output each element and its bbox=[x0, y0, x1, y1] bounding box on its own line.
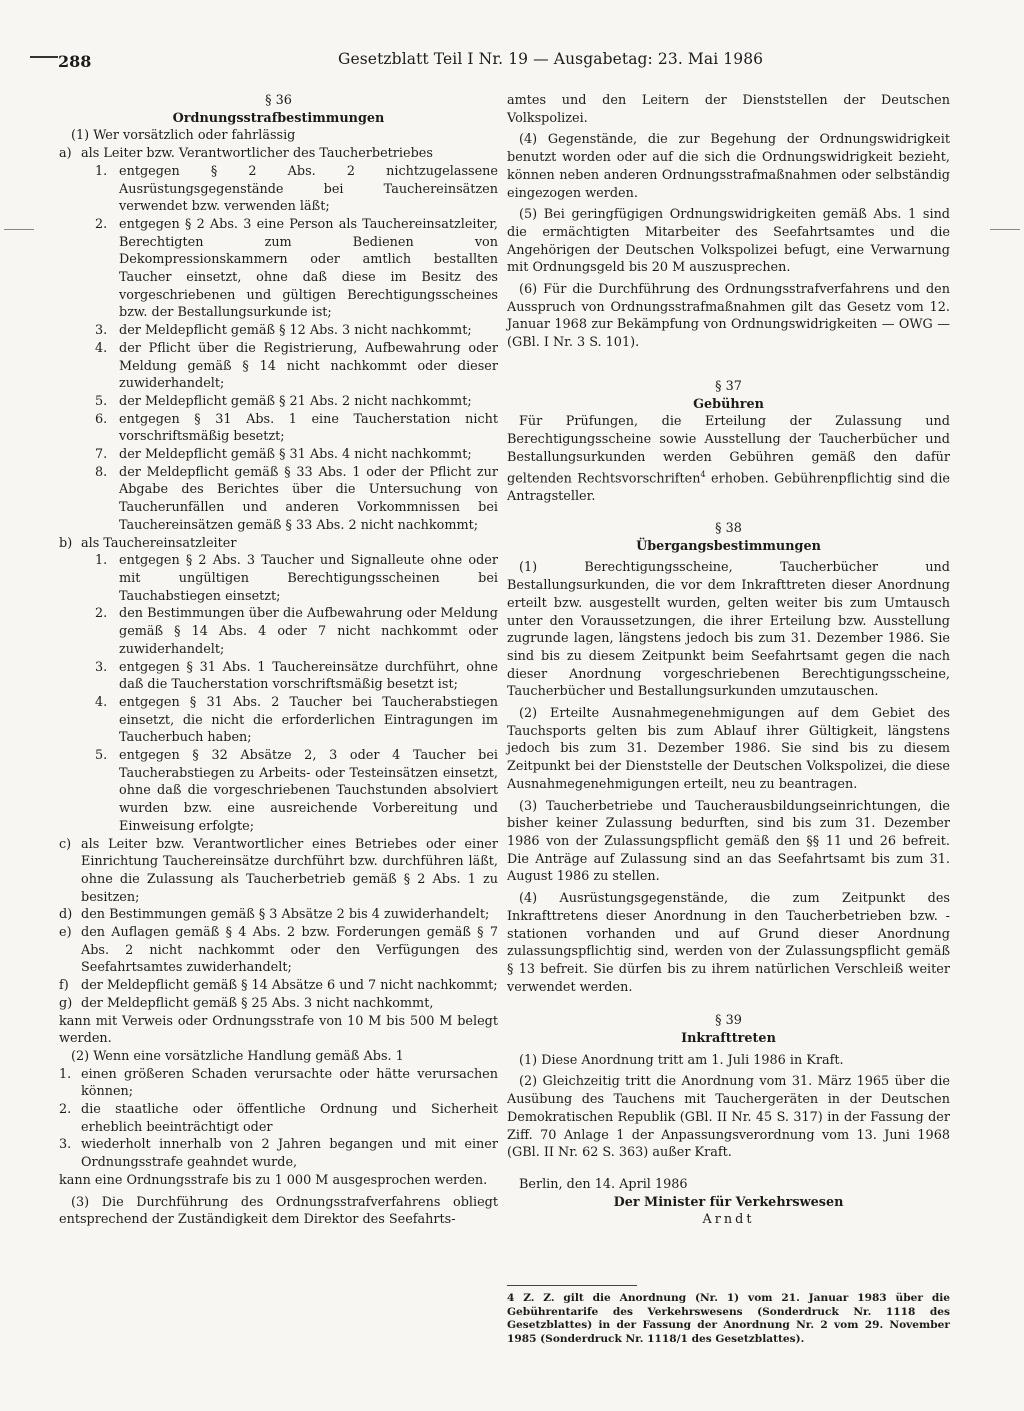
margin-mark bbox=[4, 229, 34, 230]
list-item bbox=[95, 340, 498, 393]
right-column bbox=[507, 92, 950, 1346]
footnote: 4 Z. Z. gilt die Anordnung (Nr. 1) vom 21. Januar 1983 über die Gebührentarife des Verkehrswesens (Sonderdruck Nr. 1118 des Gesetzblattes) in der Fassung der Anordnung Nr. 2 vom 29. November 1985 (Sonderdruck Nr. 1118/1 des Gesetzblattes). bbox=[507, 1292, 950, 1345]
list-item bbox=[59, 1136, 498, 1171]
item-number: 2. bbox=[95, 216, 108, 232]
item-text: entgegen § 2 Abs. 2 nichtzugelassene Ausrüstungsgegenstände bei Tauchereinsätzen verwendet bzw. verwenden läßt; bbox=[119, 163, 498, 215]
penalty-1: kann mit Verweis oder Ordnungsstrafe von 10 M bis 500 M belegt werden. bbox=[59, 1013, 498, 1047]
place-date: Berlin, den 14. April 1986 bbox=[519, 1176, 688, 1192]
clause-a bbox=[59, 145, 498, 163]
clause-label: d) bbox=[59, 907, 73, 923]
item-text: entgegen § 2 Abs. 3 Taucher und Signalleute ohne oder mit ungültigen Berechtigungsscheinen bei Tauchabstiegen einsetzt; bbox=[119, 553, 498, 604]
section-39-paragraph-1: (1) Diese Anordnung tritt am 1. Juli 1986 in Kraft. bbox=[519, 1052, 844, 1068]
paragraph-6: (6) Für die Durchführung des Ordnungsstrafverfahrens und den Ausspruch von Ordnungsstrafmaßnahmen gilt das Gesetz vom 12. Januar 1968 zur Bekämpfung von Ordnungswidrigkeiten — OWG — (GBl. I Nr. 3 S. 101). bbox=[507, 282, 950, 351]
item-number: 5. bbox=[95, 393, 108, 409]
clause-label: g) bbox=[59, 995, 73, 1011]
item-text: entgegen § 31 Abs. 1 eine Taucherstation nicht vorschriftsmäßig besetzt; bbox=[119, 411, 498, 445]
section-37-text-part: erhoben. Gebührenpflichtig sind die Antragsteller. bbox=[507, 471, 950, 505]
section-37-title: Gebühren bbox=[693, 396, 764, 412]
item-text: den Bestimmungen über die Aufbewahrung oder Meldung gemäß § 14 Abs. 4 oder 7 nicht nachkommt oder zuwiderhandelt; bbox=[119, 606, 498, 657]
item-text: entgegen § 31 Abs. 2 Taucher bei Taucherabstiegen einsetzt, die nicht die erforderlichen Eintragungen im Taucherbuch haben; bbox=[119, 694, 498, 746]
clause-text: als Leiter bzw. Verantwortlicher eines Betriebes oder einer Einrichtung Tauchereinsätze durchführt bzw. durchführen läßt, ohne die Zulassung als Taucherbetrieb gemäß § 2 Abs. 1 zu besitzen; bbox=[81, 836, 498, 905]
item-text: wiederholt innerhalb von 2 Jahren begangen und mit einer Ordnungsstrafe geahndet wurde, bbox=[81, 1137, 498, 1171]
item-number: 4. bbox=[95, 340, 108, 356]
section-37-text-part: Für Prüfungen, die Erteilung der Zulassung und Berechtigungsscheine sowie Ausstellung der Taucherbücher und Bestallungsurkunden werden Gebühren gemäß den dafür geltenden Rechtsvorschriften bbox=[507, 414, 950, 487]
item-text: einen größeren Schaden verursachte oder hätte verursachen können; bbox=[81, 1066, 498, 1100]
list-item bbox=[95, 659, 498, 694]
clause-text: den Bestimmungen gemäß § 3 Absätze 2 bis 4 zuwiderhandelt; bbox=[81, 907, 490, 923]
item-text: der Meldepflicht gemäß § 21 Abs. 2 nicht nachkommt; bbox=[119, 393, 472, 409]
item-text: der Meldepflicht gemäß § 12 Abs. 3 nicht nachkommt; bbox=[119, 323, 472, 339]
clause-label: a) bbox=[59, 146, 72, 162]
item-number: 4. bbox=[95, 694, 108, 710]
item-number: 3. bbox=[95, 659, 108, 675]
continuation-text: amtes und den Leitern der Dienststellen der Deutschen Volkspolizei. bbox=[507, 93, 950, 126]
clause-b bbox=[59, 535, 498, 553]
section-38-paragraph-1: (1) Berechtigungsscheine, Taucherbücher und Bestallungsurkunden, die vor dem Inkrafttreten dieser Anordnung erteilt bzw. ausgestellt wurden, gelten weiter bis zum Umtausch unter den Voraussetzungen, die ihrer Erteilung bzw. Ausstellung zugrunde lagen, längstens jedoch bis zum 31. Dezember 1986. Sie sind bis zu diesem Zeitpunkt beim Seefahrtsamt gegen die nach dieser Anordnung vorgeschriebenen Berechtigungsscheine, Taucherbücher und Bestallungsurkunden umzutauschen. bbox=[507, 560, 950, 700]
section-38-paragraph-2: (2) Erteilte Ausnahmegenehmigungen auf dem Gebiet des Tauchsports gelten bis zum Ablauf ihrer Gültigkeit, längstens jedoch bis zum 31. Dezember 1986. Sie sind bis zu diesem Zeitpunkt bei der Dienststelle der Deutschen Volkspolizei, die diese Ausnahmegenehmigungen erteilt, neu zu beantragen. bbox=[507, 706, 950, 792]
clause-e bbox=[59, 924, 498, 977]
clause-b-items bbox=[59, 552, 498, 835]
list-item bbox=[95, 552, 498, 605]
paragraph-2-intro: (2) Wenn eine vorsätzliche Handlung gemäß Abs. 1 bbox=[71, 1048, 404, 1064]
item-number: 7. bbox=[95, 447, 108, 463]
list-item bbox=[95, 694, 498, 747]
signer-name: Arndt bbox=[702, 1212, 755, 1228]
item-number: 1. bbox=[95, 553, 108, 569]
section-38-paragraph-4: (4) Ausrüstungsgegenstände, die zum Zeitpunkt des Inkrafttretens dieser Anordnung in den Taucherbetrieben bzw. -stationen vorhanden und auf Grund dieser Anordnung zulassungspflichtig sind, werden von der Zulassungspflicht gemäß § 13 befreit. Sie dürfen bis zu ihrem natürlichen Verschleiß weiter verwendet werden. bbox=[507, 891, 950, 995]
page-header bbox=[30, 46, 990, 76]
item-number: 5. bbox=[95, 748, 108, 764]
clause-label: c) bbox=[59, 836, 72, 852]
footnote-ref: 4 bbox=[700, 470, 706, 480]
margin-mark bbox=[990, 229, 1020, 230]
list-item bbox=[95, 216, 498, 322]
clause-a-items bbox=[59, 163, 498, 535]
list-item bbox=[95, 411, 498, 446]
left-column bbox=[59, 92, 498, 1229]
list-item bbox=[95, 605, 498, 658]
item-number: 2. bbox=[59, 1102, 72, 1118]
paragraph-5: (5) Bei geringfügigen Ordnungswidrigkeiten gemäß Abs. 1 sind die ermächtigten Mitarbeiter des Seefahrtsamtes und die Angehörigen der Deutschen Volkspolizei befugt, eine Verwarnung mit Ordnungsgeld bis 20 M auszusprechen. bbox=[507, 207, 950, 276]
page-title: Gesetzblatt Teil I Nr. 19 — Ausgabetag: 23. Mai 1986 bbox=[338, 50, 764, 68]
clause-f bbox=[59, 977, 498, 995]
list-item bbox=[59, 1066, 498, 1101]
clause-label: b) bbox=[59, 535, 73, 551]
paragraph-4: (4) Gegenstände, die zur Begehung der Ordnungswidrigkeit benutzt worden oder auf die sich die Ordnungswidrigkeit bezieht, können neben anderen Ordnungsstrafmaßnahmen oder selbständig eingezogen werden. bbox=[507, 132, 950, 201]
clause-text: als Tauchereinsatzleiter bbox=[81, 535, 237, 551]
section-38-title: Übergangsbestimmungen bbox=[636, 538, 821, 554]
item-text: der Pflicht über die Registrierung, Aufbewahrung oder Meldung gemäß § 14 nicht nachkommt oder dieser zuwiderhandelt; bbox=[119, 340, 498, 392]
clause-text: als Leiter bzw. Verantwortlicher des Taucherbetriebes bbox=[81, 146, 433, 162]
section-37-text bbox=[507, 413, 950, 506]
item-text: entgegen § 2 Abs. 3 eine Person als Tauchereinsatzleiter, Berechtigten zum Bedienen von Dekompressionskammern oder amtlich bestallten Taucher einsetzt, ohne daß diese im Besitz des vorgeschriebenen und gültigen Berechtigungsscheines bzw. der Bestallungsurkunde ist; bbox=[119, 216, 498, 321]
section-36-number: § 36 bbox=[265, 93, 292, 108]
clause-text: den Auflagen gemäß § 4 Abs. 2 bzw. Forderungen gemäß § 7 Abs. 2 nicht nachkommt oder den Verfügungen des Seefahrtsamtes zuwiderhandelt; bbox=[81, 925, 498, 976]
section-39-paragraph-2: (2) Gleichzeitig tritt die Anordnung vom 31. März 1965 über die Ausübung des Tauchens mit Tauchergeräten in der Deutschen Demokratischen Republik (GBl. II Nr. 45 S. 317) in der Fassung der Ziff. 70 Anlage 1 der Anpassungsverordnung vom 13. Juni 1968 (GBl. II Nr. 62 S. 363) außer Kraft. bbox=[507, 1074, 950, 1161]
clause-c bbox=[59, 836, 498, 907]
item-number: 8. bbox=[95, 464, 108, 480]
footnote-rule bbox=[507, 1285, 637, 1286]
section-38-paragraph-3: (3) Taucherbetriebe und Taucherausbildungseinrichtungen, die bisher keiner Zulassung bedurften, sind bis zum 31. Dezember 1986 von der Zulassungspflicht gemäß den §§ 11 und 26 befreit. Die Anträge auf Zulassung sind an das Seefahrtsamt bis zum 31. August 1986 zu stellen. bbox=[507, 798, 950, 885]
list-item bbox=[95, 393, 498, 411]
item-number: 2. bbox=[95, 606, 108, 622]
list-item bbox=[95, 322, 498, 340]
list-item bbox=[95, 464, 498, 535]
list-item bbox=[95, 747, 498, 836]
clause-text: der Meldepflicht gemäß § 25 Abs. 3 nicht nachkommt, bbox=[81, 995, 434, 1011]
item-text: entgegen § 32 Absätze 2, 3 oder 4 Taucher bei Taucherabstiegen zu Arbeits- oder Testeinsätzen einsetzt, ohne daß die vorgeschriebenen Tauchstunden absolviert wurden bzw. eine ausreichende Vorbereitung und Einweisung erfolgte; bbox=[119, 748, 498, 834]
clause-label: e) bbox=[59, 925, 72, 941]
item-text: der Meldepflicht gemäß § 33 Abs. 1 oder der Pflicht zur Abgabe des Berichtes über die Untersuchung von Taucherunfällen und anderen Vorkommnissen bei Tauchereinsätzen gemäß § 33 Abs. 2 nicht nachkommt; bbox=[119, 464, 498, 533]
item-number: 3. bbox=[59, 1137, 72, 1153]
list-item bbox=[95, 163, 498, 216]
section-38-number: § 38 bbox=[715, 521, 742, 537]
penalty-2: kann eine Ordnungsstrafe bis zu 1 000 M ausgesprochen werden. bbox=[59, 1172, 488, 1188]
item-text: die staatliche oder öffentliche Ordnung und Sicherheit erheblich beeinträchtigt oder bbox=[81, 1102, 498, 1135]
section-37-number: § 37 bbox=[715, 378, 742, 394]
clause-d bbox=[59, 906, 498, 924]
section-36-title: Ordnungsstrafbestimmungen bbox=[172, 110, 385, 126]
item-text: entgegen § 31 Abs. 1 Tauchereinsätze durchführt, ohne daß die Taucherstation vorschriftsmäßig besetzt ist; bbox=[119, 659, 498, 693]
item-number: 3. bbox=[95, 323, 108, 339]
list-item bbox=[95, 446, 498, 464]
paragraph-3: (3) Die Durchführung des Ordnungsstrafverfahrens obliegt entsprechend der Zuständigkeit dem Direktor des Seefahrts- bbox=[59, 1194, 498, 1228]
item-number: 6. bbox=[95, 411, 108, 427]
list-item bbox=[59, 1101, 498, 1136]
item-number: 1. bbox=[59, 1066, 72, 1082]
clause-g bbox=[59, 995, 498, 1013]
paragraph-1-intro: (1) Wer vorsätzlich oder fahrlässig bbox=[71, 128, 296, 144]
section-39-title: Inkrafttreten bbox=[681, 1031, 776, 1047]
item-text: der Meldepflicht gemäß § 31 Abs. 4 nicht nachkommt; bbox=[119, 447, 472, 463]
clause-text: der Meldepflicht gemäß § 14 Absätze 6 und 7 nicht nachkommt; bbox=[81, 978, 498, 994]
section-39-number: § 39 bbox=[715, 1013, 742, 1029]
item-number: 1. bbox=[95, 163, 108, 179]
signer-title: Der Minister für Verkehrswesen bbox=[613, 1194, 844, 1210]
page-number: 288 bbox=[58, 52, 92, 71]
header-rule bbox=[30, 56, 58, 58]
clause-label: f) bbox=[59, 978, 69, 994]
